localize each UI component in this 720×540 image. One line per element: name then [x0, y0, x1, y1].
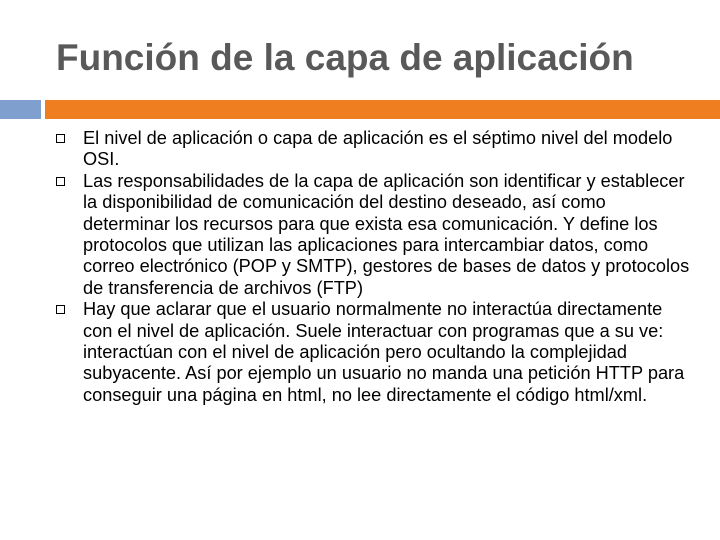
accent-bar-orange: [45, 100, 720, 119]
bullet-text: Hay que aclarar que el usuario normalmente no interactúa directamente con el nivel de aplicación. Suele interactuar con programas que a su ve: interactúan con el nivel de aplicación pero ocultando la complejidad subyacente. Así por ejemplo un usuario no manda una petición HTTP para conseguir una página en html, no lee directamente el código html/xml.: [83, 299, 685, 405]
square-bullet-icon: [56, 177, 65, 186]
bullet-list: [56, 128, 696, 406]
slide-title: Función de la capa de aplicación: [56, 37, 634, 78]
bullet-item: [56, 299, 696, 406]
bullet-item: [56, 171, 696, 299]
square-bullet-icon: [56, 305, 65, 314]
bullet-item: [56, 128, 696, 171]
square-bullet-icon: [56, 134, 65, 143]
bullet-text: Las responsabilidades de la capa de aplicación son identificar y establecer la disponibilidad de comunicación del destino deseado, así como determinar los recursos para que exista esa comunicación. Y define los protocolos que utilizan las aplicaciones para intercambiar datos, como correo electrónico (POP y SMTP), gestores de bases de datos y protocolos de transferencia de archivos (FTP): [83, 170, 690, 298]
accent-bar-blue: [0, 100, 41, 119]
bullet-text: El nivel de aplicación o capa de aplicación es el séptimo nivel del modelo OSI.: [83, 128, 673, 170]
